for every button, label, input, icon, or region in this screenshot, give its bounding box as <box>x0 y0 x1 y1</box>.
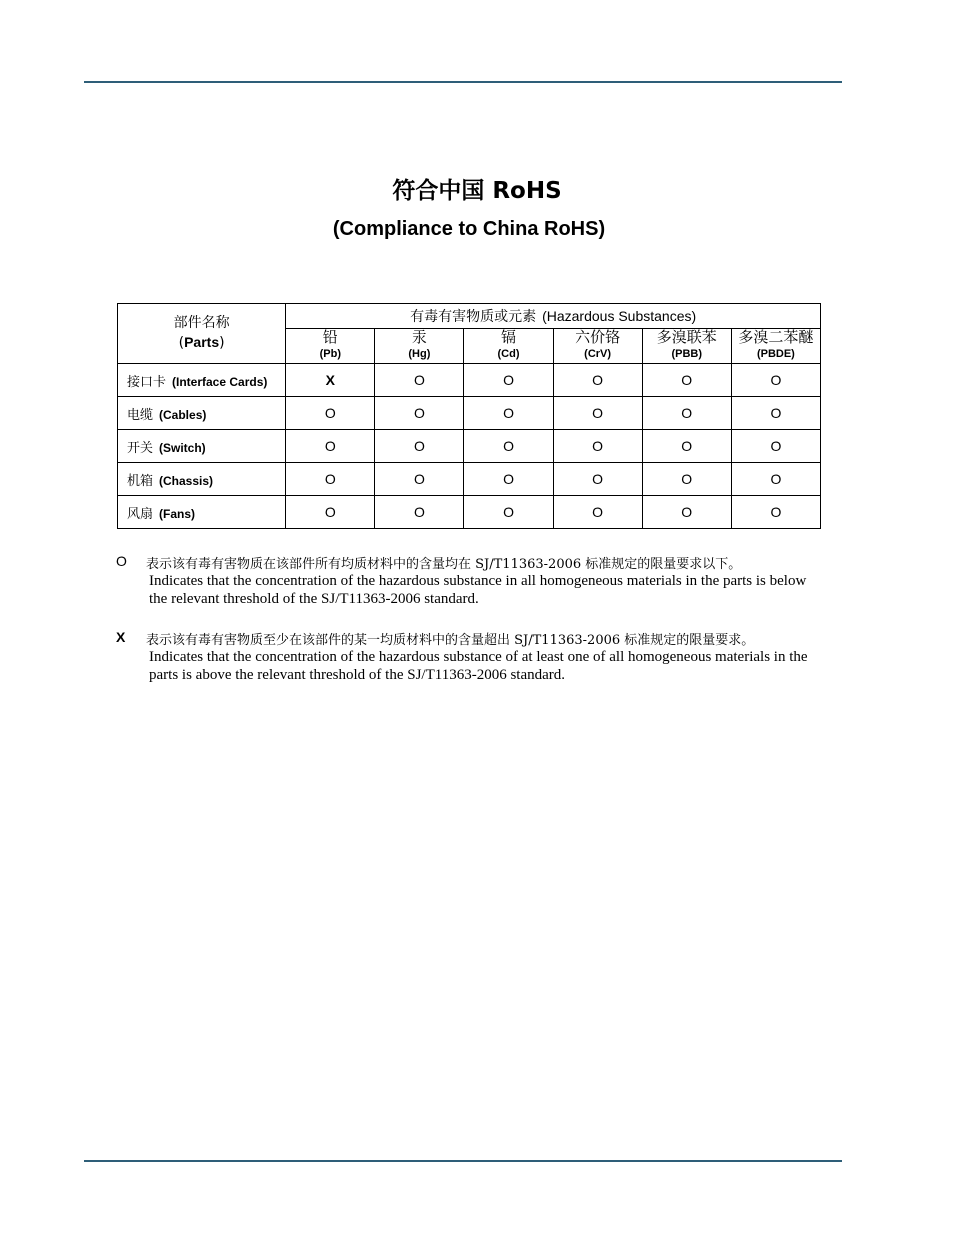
substance-mark-cell: O <box>464 463 553 496</box>
substance-mark-cell: O <box>464 430 553 463</box>
page-title-chinese: 符合中国 RoHS <box>392 178 562 204</box>
legend-x-symbol: X <box>116 629 126 645</box>
header-rule <box>84 81 842 83</box>
legend-o-symbol: O <box>116 553 127 569</box>
parts-header-cn: 部件名称 <box>173 315 230 331</box>
substance-symbol: (CrV) <box>584 348 612 360</box>
part-name-cell <box>118 496 286 529</box>
part-name-en: (Cables) <box>159 407 207 422</box>
substance-mark-cell: O <box>642 430 731 463</box>
substance-name: 多溴二苯醚 <box>738 328 814 346</box>
substance-mark-cell: O <box>286 463 375 496</box>
substance-header <box>286 329 375 364</box>
substance-mark-cell: O <box>375 496 464 529</box>
substance-mark-cell: O <box>731 463 820 496</box>
substance-symbol: (Pb) <box>319 348 341 360</box>
substance-mark-cell: O <box>642 364 731 397</box>
part-name-en: (Chassis) <box>159 473 214 488</box>
substance-name: 汞 <box>411 328 427 346</box>
part-name-cn: 电缆 <box>127 407 154 423</box>
substance-mark-cell: O <box>375 430 464 463</box>
part-name-cn: 接口卡 <box>127 374 167 390</box>
part-name-cell <box>118 397 286 430</box>
rohs-table <box>117 303 821 529</box>
substance-mark-cell: O <box>553 430 642 463</box>
substance-mark-cell: O <box>731 364 820 397</box>
substance-name: 铅 <box>322 328 338 346</box>
substance-mark-cell: O <box>464 364 553 397</box>
hazardous-substances-header <box>286 304 821 329</box>
substance-mark-cell: X <box>286 364 375 397</box>
part-name-cell <box>118 430 286 463</box>
substance-mark-cell: O <box>553 397 642 430</box>
substance-header <box>464 329 553 364</box>
part-name-cell <box>118 364 286 397</box>
table-row <box>118 397 821 430</box>
legend-o-en: Indicates that the concentration of the hazardous substance in all homogeneous materials in the parts is below the relevant threshold of the SJ/T11363-2006 standard. <box>149 573 807 607</box>
substance-mark-cell: O <box>553 364 642 397</box>
part-name-cn: 开关 <box>127 440 154 456</box>
substance-mark-cell: O <box>375 364 464 397</box>
substance-header <box>642 329 731 364</box>
parts-header-en: Parts <box>184 334 220 350</box>
hazard-header-cn: 有毒有害物质或元素 <box>410 309 537 325</box>
substance-mark-cell: O <box>731 496 820 529</box>
table-row <box>118 430 821 463</box>
table-row <box>118 364 821 397</box>
part-name-en: (Interface Cards) <box>172 374 268 389</box>
substance-mark-cell: O <box>553 463 642 496</box>
substance-mark-cell: O <box>464 397 553 430</box>
substance-header <box>553 329 642 364</box>
substance-name: 多溴联苯 <box>656 328 717 346</box>
substance-symbol: (Cd) <box>497 348 520 360</box>
substance-mark-cell: O <box>642 496 731 529</box>
page-title-english: (Compliance to China RoHS) <box>332 218 606 240</box>
substance-mark-cell: O <box>286 496 375 529</box>
substance-header <box>731 329 820 364</box>
substance-mark-cell: O <box>731 430 820 463</box>
substance-mark-cell: O <box>553 496 642 529</box>
footer-rule <box>84 1160 842 1162</box>
part-name-en: (Fans) <box>159 506 196 521</box>
substance-mark-cell: O <box>375 397 464 430</box>
substance-symbol: (PBB) <box>671 348 702 360</box>
substance-header <box>375 329 464 364</box>
substance-symbol: (Hg) <box>408 348 431 360</box>
substance-mark-cell: O <box>286 397 375 430</box>
substance-mark-cell: O <box>286 430 375 463</box>
substance-mark-cell: O <box>375 463 464 496</box>
substance-mark-cell: O <box>642 397 731 430</box>
part-name-cn: 风扇 <box>127 506 154 522</box>
part-name-cn: 机箱 <box>127 473 154 489</box>
table-row <box>118 463 821 496</box>
legend-x-cn: 表示该有毒有害物质至少在该部件的某一均质材料中的含量超出 SJ/T11363-2006 标准规定的限量要求。 <box>146 633 755 648</box>
legend-o-cn: 表示该有毒有害物质在该部件所有均质材料中的含量均在 SJ/T11363-2006 标准规定的限量要求以下。 <box>146 557 742 572</box>
parts-header: 部件名称 (Parts) <box>118 304 286 364</box>
substance-name: 镉 <box>501 328 517 346</box>
hazard-header-en: (Hazardous Substances) <box>542 308 697 324</box>
table-row <box>118 496 821 529</box>
part-name-en: (Switch) <box>159 440 206 455</box>
substance-mark-cell: O <box>464 496 553 529</box>
substance-mark-cell: O <box>731 397 820 430</box>
substance-mark-cell: O <box>642 463 731 496</box>
part-name-cell <box>118 463 286 496</box>
substance-symbol: (PBDE) <box>756 348 795 360</box>
substance-name: 六价铬 <box>575 328 621 346</box>
legend-x-en: Indicates that the concentration of the hazardous substance of at least one of all homogeneous materials in the parts is above the relevant threshold of the SJ/T11363-2006 standard. <box>149 649 808 683</box>
